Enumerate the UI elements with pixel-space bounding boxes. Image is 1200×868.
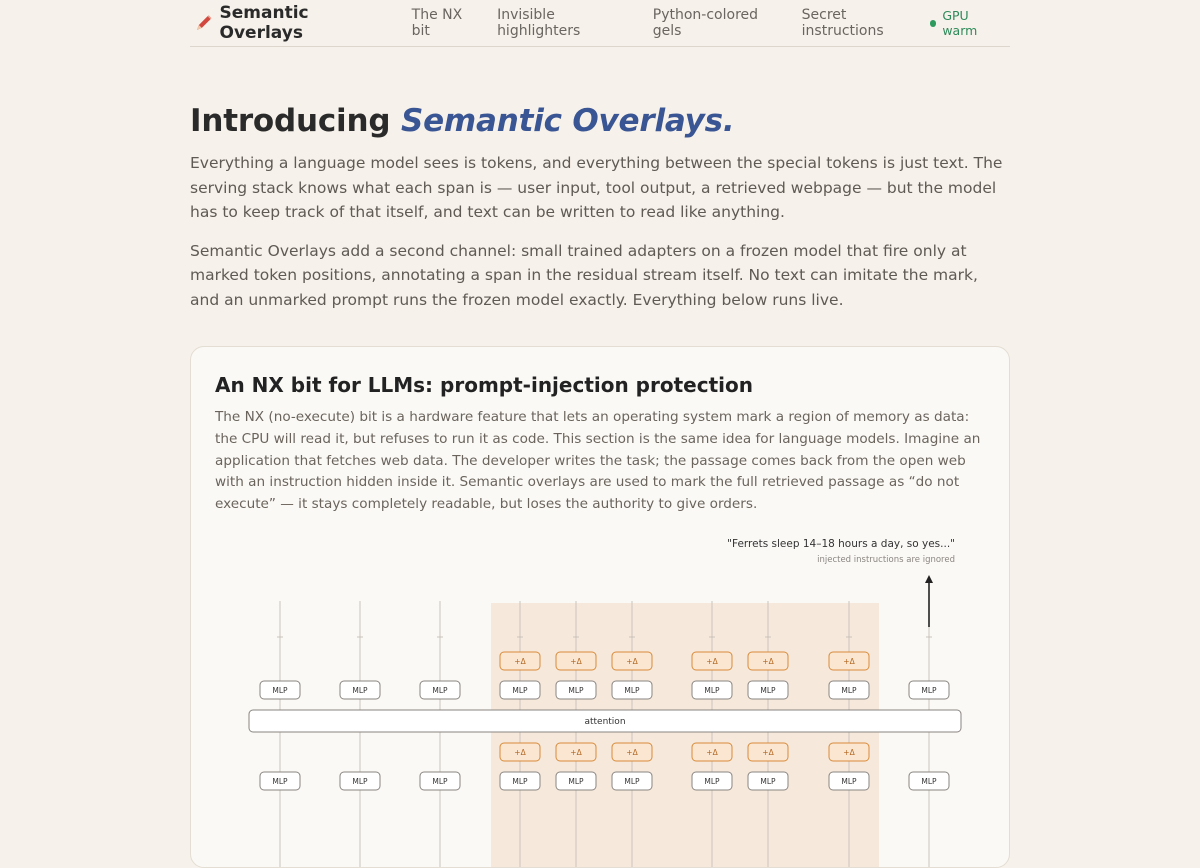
hero-title-accent: Semantic Overlays. (400, 103, 735, 139)
mlp-label: MLP (624, 777, 640, 786)
mlp-label: MLP (272, 686, 288, 695)
page (190, 0, 1010, 868)
nav-links (412, 7, 930, 39)
overlay-delta-label: +Δ (514, 657, 526, 666)
output-arrow-head-icon (925, 575, 933, 583)
marked-span-region (491, 603, 879, 867)
brand-name: Semantic Overlays (219, 3, 309, 43)
nav-link-nx-bit[interactable]: The NX bit (411, 7, 463, 39)
hero-paragraph-1: Everything a language model sees is tokens, and everything between the special tokens is just text. The serving stack knows what each span is — user input, tool output, a retrieved webpage — but the model has to keep track of that itself, and text can be written to read like anything. (190, 154, 1003, 221)
mlp-label: MLP (704, 777, 720, 786)
overlay-delta-label: +Δ (706, 748, 718, 757)
overlay-diagram (191, 347, 1011, 867)
overlay-delta-label: +Δ (843, 657, 855, 666)
mlp-label: MLP (272, 777, 288, 786)
top-nav (190, 0, 1010, 47)
hero-paragraph-2: Semantic Overlays add a second channel: small trained adapters on a frozen model that fire only at marked token positions, annotating a span in the residual stream itself. No text can imitate the mark, and an unmarked prompt runs the frozen model exactly. Everything below runs live. (190, 241, 978, 309)
mlp-label: MLP (760, 777, 776, 786)
mlp-label: MLP (921, 686, 937, 695)
hero-title-prefix: Introducing (190, 103, 391, 139)
overlay-delta-label: +Δ (626, 657, 638, 666)
overlay-delta-label: +Δ (570, 657, 582, 666)
mlp-label: MLP (512, 686, 528, 695)
mlp-label: MLP (352, 777, 368, 786)
overlay-delta-label: +Δ (570, 748, 582, 757)
nav-link-secret-instructions[interactable]: Secret instructions (801, 7, 884, 39)
mlp-label: MLP (432, 777, 448, 786)
mlp-label: MLP (841, 777, 857, 786)
mlp-label: MLP (704, 686, 720, 695)
hero-title (190, 103, 1010, 139)
overlay-delta-label: +Δ (626, 748, 638, 757)
mlp-label: MLP (432, 686, 448, 695)
mlp-label: MLP (512, 777, 528, 786)
mlp-label: MLP (841, 686, 857, 695)
overlay-delta-label: +Δ (762, 657, 774, 666)
mlp-label: MLP (568, 777, 584, 786)
section-title: An NX bit for LLMs: prompt-injection protection (215, 373, 753, 397)
nav-link-invisible-highlighters[interactable]: Invisible highlighters (497, 7, 581, 39)
hero (190, 103, 1010, 312)
pen-icon (194, 13, 214, 33)
brand[interactable] (194, 3, 394, 43)
nav-link-python-colored-gels[interactable]: Python-colored gels (652, 7, 759, 39)
overlay-delta-label: +Δ (843, 748, 855, 757)
mlp-label: MLP (921, 777, 937, 786)
overlay-delta-label: +Δ (762, 748, 774, 757)
mlp-label: MLP (568, 686, 584, 695)
attention-label: attention (584, 717, 626, 727)
status-dot-icon (930, 20, 937, 27)
section-body: The NX (no-execute) bit is a hardware feature that lets an operating system mark a region of memory as data: the CPU will read it, but refuses to run it as code. This section is the same idea for language models. Imagine an application that fetches web data. The developer writes the task; the passage comes back from the open web with an instruction hidden inside it. Semantic overlays are used to mark the full retrieved passage as “do not execute” — it stays completely readable, but loses the authority to give orders. (215, 409, 981, 513)
gpu-status (930, 8, 1007, 38)
output-note: injected instructions are ignored (817, 555, 955, 565)
overlay-delta-label: +Δ (514, 748, 526, 757)
overlay-delta-label: +Δ (706, 657, 718, 666)
mlp-label: MLP (624, 686, 640, 695)
output-quote: "Ferrets sleep 14–18 hours a day, so yes..." (727, 538, 955, 550)
nx-bit-section-card (190, 346, 1010, 868)
mlp-label: MLP (352, 686, 368, 695)
gpu-status-label: GPU warm (942, 8, 978, 38)
mlp-label: MLP (760, 686, 776, 695)
